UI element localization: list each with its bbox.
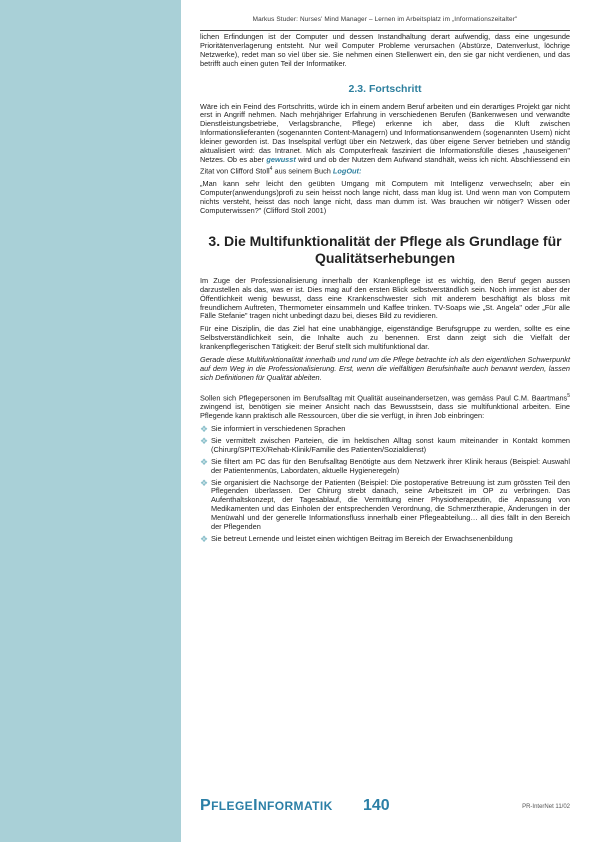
section-3-paragraph-1: Im Zuge der Professionalisierung innerhalb der Krankenpflege ist es wichtig, den Beruf gegen aussen darzustellen als das, was er ist. Dies mag auf den ersten Blick selbstverständlich sein. Noch immer ist aber der Öffentlichkeit wenig bewusst, dass eine Krankenschwester sich mit anderem beschäftigt als bloss mit freundlichem Auftreten, Thermometer einsammeln und Kaffee trinken. TV-Soaps wie „St. Angela" oder „Für alle Fälle Stefanie" tragen nicht unbedingt dazu bei, dieses Bild zu revidieren.	[200, 275, 570, 321]
section-2-3-paragraph	[200, 103, 570, 177]
intro-paragraph: lichen Erfindungen ist der Computer und dessen Instandhaltung derart aufwendig, dass eine ungesunde Prioritätenverlagerung entsteht. Nur weil Computer Probleme verursachen (Abstürze, Datenverlust, löchrige Netzwerke), redet man so viel über sie. Sie nehmen einen Stellenwert ein, den sie gar nicht verdienen, und das betrifft auch einen guten Teil der Informatiker.	[200, 32, 570, 68]
footnote-ref: 5	[567, 392, 570, 399]
emphasis-gewusst: gewusst	[266, 154, 296, 164]
running-head: Markus Studer: Nurses' Mind Manager – Lernen im Arbeitsplatz im „Informationszeitalter"	[252, 16, 518, 23]
list-item	[200, 458, 570, 476]
diamond-bullet-icon: ❖	[200, 456, 209, 467]
footnote-ref: 4	[269, 165, 273, 172]
diamond-bullet-icon: ❖	[200, 423, 209, 434]
diamond-bullet-icon: ❖	[200, 435, 209, 446]
brand-nformatik: NFORMATIK	[257, 799, 333, 813]
page-number: 140	[363, 797, 390, 814]
diamond-bullet-icon: ❖	[200, 477, 209, 488]
list-item-text: Sie betreut Lernende und leistet einen wichtigen Beitrag im Bereich der Erwachsenenbildung	[211, 533, 513, 543]
magazine-brand	[200, 797, 333, 815]
list-item	[200, 535, 570, 544]
list-item-text: Sie vermittelt zwischen Parteien, die im hektischen Alltag sonst kaum miteinander in Kontakt kommen (Chirurg/SPITEX/Rehab-Klinik/Familie des Patienten/Sozialdienst)	[211, 435, 570, 454]
brand-p: P	[200, 797, 212, 814]
diamond-bullet-icon: ❖	[200, 533, 209, 544]
section-2-3-heading: 2.3. Fortschritt	[348, 82, 422, 95]
section-3-heading: 3. Die Multifunktionalität der Pflege als Grundlage für Qualitätserhebungen	[208, 232, 562, 266]
list-item	[200, 479, 570, 532]
list-item	[200, 437, 570, 455]
sidebar-gap	[181, 0, 200, 842]
brand-i: I	[253, 797, 258, 814]
book-title-logout: LogOut:	[332, 166, 362, 176]
resource-list	[200, 425, 570, 544]
stoll-quote: „Man kann sehr leicht den geübten Umgang mit Computern mit Intelligenz verwechseln; aber ein Computer(anwendungs)profi zu sein heisst noch lange nicht, dass man klug ist. Und wenn man von Computern nichts versteht, heisst das noch lange nicht, dass man dumm ist. Was brauchen wir nötiger? Wissen oder Computerwissen?" (Clifford Stoll 2001)	[200, 179, 570, 215]
section-3-paragraph-2: Für eine Disziplin, die das Ziel hat eine unabhängige, eigenständige Berufsgruppe zu werden, sollte es eine Selbstverständlichkeit sein, die Inhalte auch zu benennen. Erst dann zeigt sich die Vielfalt der krankenpflegerischen Tätigkeit: der Beruf stellt sich multifunktional dar.	[200, 324, 570, 352]
page-content	[200, 33, 570, 547]
issue-label: PR-InterNet 11/02	[522, 804, 570, 810]
text-run: Sollen sich Pflegepersonen im Berufsalltag mit Qualität auseinandersetzen, was gemäss Paul C.M. Baartmans	[200, 393, 568, 403]
page-footer	[200, 797, 570, 821]
text-run: Wäre ich ein Feind des Fortschritts, würde ich in einem andern Beruf arbeiten und ein derartiges Projekt gar nicht erst in Angriff nehmen. Nach mehrjähriger Erfahrung in verschiedenen Berufen (Bankenwesen und verwandte Dienstleistungsbetriebe, Verlagsbranche, Pflege) erkenne ich aber, dass die Kluft zwischen Informationslieferanten (sogenannten Content-Managern) und Informationsanwendern (sogenannten Usern) nicht kleiner geworden ist. Das Inselspital verfügt über ein Netzwerk, das über eigene Server betrieben und ständig aktualisiert wird: das Intranet. Mich als Computerfreak fasziniert die Informationsfülle dieses „hauseigenen" Netzes. Ob es aber	[200, 101, 570, 164]
list-item-text: Sie filtert am PC das für den Berufsalltag Benötigte aus dem Netzwerk ihrer Klinik heraus (Beispiel: Auswahl der Patientenmenüs, Labordaten, aktuelle Hygieneregeln)	[211, 456, 570, 475]
brand-flege: FLEGE	[211, 799, 254, 813]
list-item	[200, 425, 570, 434]
text-run: zwingend ist, benötigen sie meiner Ansicht nach das Bewusstsein, dass sie multifunktional arbeiten. Eine Pflegende kann praktisch alle Ressourcen, über die sie verfügt, in ihren Job einbringen:	[200, 402, 570, 421]
text-run: wird und ob der Nutzen dem Aufwand standhält, weiss ich nicht. Abschliessend ein Zitat von Clifford Stoll	[200, 154, 570, 176]
header-rule	[200, 30, 570, 31]
sidebar-band	[0, 0, 181, 842]
section-3-italic-paragraph: Gerade diese Multifunktionalität innerhalb und rund um die Pflege betrachte ich als den eigentlichen Schwerpunkt auf dem Weg in die Professionalisierung. Erst, wenn die vielfältigen Berufsinhalte auch benannt werden, lassen sich Definitionen für Qualität ableiten.	[200, 355, 570, 382]
list-item-text: Sie informiert in verschiedenen Sprachen	[211, 423, 346, 433]
text-run: aus seinem Buch	[274, 166, 331, 176]
section-3-paragraph-4	[200, 392, 570, 421]
list-item-text: Sie organisiert die Nachsorge der Patienten (Beispiel: Die postoperative Betreuung ist zum grössten Teil den Pflegenden überlassen. Der Chirurg strebt danach, seine Arbeitszeit im OP zu verbringen. Das Aufenthaltskonzept, der Tagesablauf, die Vermittlung einer Physiotherapeutin, die Anpassung von Medikamenten und das Einholen der entsprechenden Verordnung, die Schmerztherapie, Änderungen in der Menüwahl und der generelle Informationsfluss innerhalb einer Pflegeabteilung… all dies fällt in den Bereich der Pflegenden	[211, 477, 570, 532]
